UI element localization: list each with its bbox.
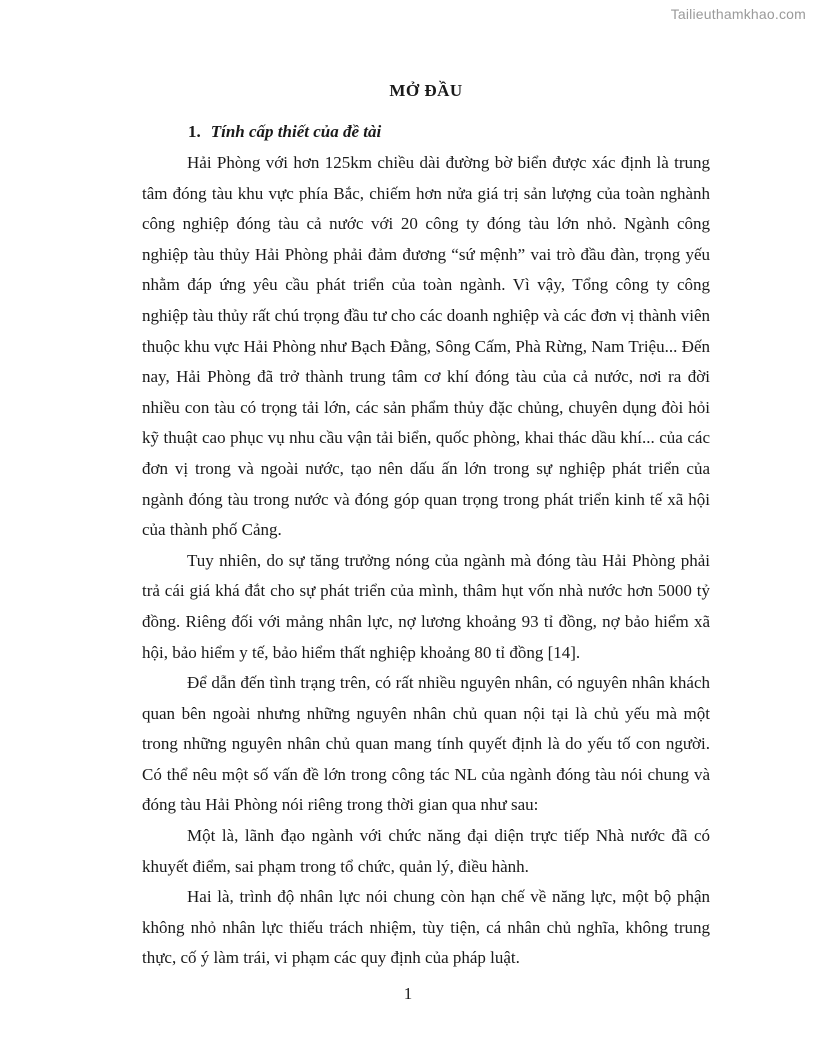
section-number: 1. (188, 122, 201, 141)
section-heading-text: Tính cấp thiết của đề tài (210, 122, 382, 141)
paragraph: Để dẫn đến tình trạng trên, có rất nhiều nguyên nhân, có nguyên nhân khách quan bên ngoài nhưng những nguyên nhân chủ quan nội tại là chủ yếu mà một trong những nguyên nhân chủ quan mang tính quyết định là do yếu tố con người. Có thể nêu một số vấn đề lớn trong công tác NL của ngành đóng tàu nói chung và đóng tàu Hải Phòng nói riêng trong thời gian qua như sau: (142, 673, 710, 815)
document-page (142, 64, 710, 974)
paragraph: Hai là, trình độ nhân lực nói chung còn hạn chế về năng lực, một bộ phận không nhỏ nhân lực thiếu trách nhiệm, tùy tiện, cá nhân chủ nghĩa, không trung thực, cố ý làm trái, vi phạm các quy định của pháp luật. (142, 887, 710, 968)
paragraph: Hải Phòng với hơn 125km chiều dài đường bờ biển được xác định là trung tâm đóng tàu khu vực phía Bắc, chiếm hơn nửa giá trị sản lượng của toàn nghành công nghiệp đóng tàu cả nước với 20 công ty đóng tàu lớn nhỏ. Ngành công nghiệp tàu thủy Hải Phòng phải đảm đương “sứ mệnh” vai trò đầu đàn, trọng yếu nhằm đáp ứng yêu cầu phát triển của toàn ngành. Vì vậy, Tổng công ty công nghiệp tàu thủy rất chú trọng đầu tư cho các doanh nghiệp và các đơn vị thành viên thuộc khu vực Hải Phòng như Bạch Đằng, Sông Cấm, Phà Rừng, Nam Triệu... Đến nay, Hải Phòng đã trở thành trung tâm cơ khí đóng tàu của cả nước, nơi ra đời nhiều con tàu có trọng tải lớn, các sản phẩm thủy đặc chủng, chuyên dụng đòi hỏi kỹ thuật cao phục vụ nhu cầu vận tải biển, quốc phòng, khai thác dầu khí... của các đơn vị trong và ngoài nước, tạo nên dấu ấn lớn trong sự nghiệp phát triển của ngành đóng tàu trong nước và đóng góp quan trọng trong phát triển kinh tế xã hội của thành phố Cảng. (142, 153, 710, 540)
document-title: MỞ ĐẦU (389, 81, 463, 100)
paragraph: Tuy nhiên, do sự tăng trưởng nóng của ngành mà đóng tàu Hải Phòng phải trả cái giá khá đắt cho sự phát triển của mình, thâm hụt vốn nhà nước hơn 5000 tỷ đồng. Riêng đối với mảng nhân lực, nợ lương khoảng 93 tỉ đồng, nợ bảo hiểm xã hội, bảo hiểm y tế, bảo hiểm thất nghiệp khoảng 80 tỉ đồng [14]. (142, 550, 710, 662)
watermark: Tailieuthamkhao.com (670, 6, 806, 22)
paragraph: Một là, lãnh đạo ngành với chức năng đại diện trực tiếp Nhà nước đã có khuyết điểm, sai phạm trong tổ chức, quản lý, điều hành. (142, 826, 710, 876)
page-number: 1 (403, 984, 413, 1003)
section-heading (188, 116, 710, 148)
